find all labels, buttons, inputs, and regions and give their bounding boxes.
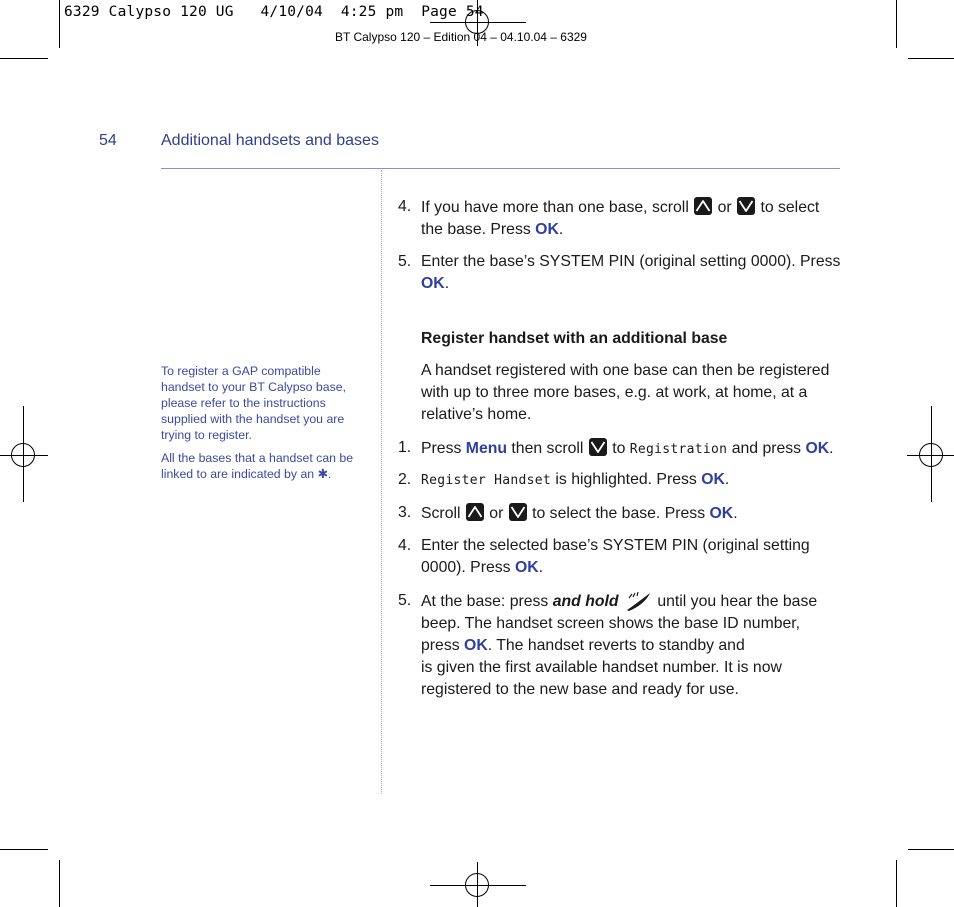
section-title: Additional handsets and bases [161,132,379,149]
intro-paragraph: A handset registered with one base can then be registered with up to three more bases, e.g. at work, at home, at a relative’s home. [421,362,830,423]
star-symbol: ✱ [317,467,328,481]
step-2-register-handset: 2. Register Handset is highlighted. Press OK. [398,471,730,488]
crop-mark [0,849,48,850]
crop-mark [908,58,954,59]
scroll-down-icon [588,437,608,457]
step-4-select-base: 4. If you have more than one base, scroll or to select the base. Press OK. [398,198,820,238]
lcd-register-handset: Register Handset [421,473,552,488]
scroll-down-icon [508,502,528,522]
header-rule [161,168,840,169]
column-divider [381,170,382,794]
page-number: 54 [99,132,117,149]
scroll-up-icon [693,196,713,216]
crop-mark [896,860,897,907]
crop-mark [908,849,954,850]
sidebar-note-bases: All the bases that a handset can be linked to are indicated by an ✱. [161,451,354,481]
step-5-enter-pin: 5. Enter the base’s SYSTEM PIN (original setting 0000). Press OK. [398,253,841,292]
sidebar-note-gap: To register a GAP compatible handset to your BT Calypso base, please refer to the instructions supplied with the handset you are trying to register. [161,364,347,442]
scroll-up-icon [465,502,485,522]
page-key-icon [623,590,653,612]
scroll-down-icon [736,196,756,216]
crop-mark [59,860,60,907]
step-5-press-page: 5. At the base: press and hold until you hear the base beep. The handset screen shows the base ID number, press OK. The handset reverts to standby and is given the first available handset number. It is now registered to the new base and ready for use. [398,592,818,698]
print-slug: 6329 Calypso 120 UG 4/10/04 4:25 pm Page 54 [64,4,484,20]
crop-mark [0,58,48,59]
subheading: Register handset with an additional base [421,330,728,347]
step-3-scroll: 3. Scroll or to select the base. Press OK. [398,504,738,522]
step-4-enter-pin: 4. Enter the selected base’s SYSTEM PIN (original setting 0000). Press OK. [398,537,810,576]
crop-mark [896,0,897,48]
crop-mark [59,0,60,48]
step-1-menu: 1. Press Menu then scroll to Registration and press OK. [398,439,834,457]
lcd-registration: Registration [629,442,728,457]
edition-line: BT Calypso 120 – Edition 04 – 04.10.04 – 6329 [335,30,587,44]
